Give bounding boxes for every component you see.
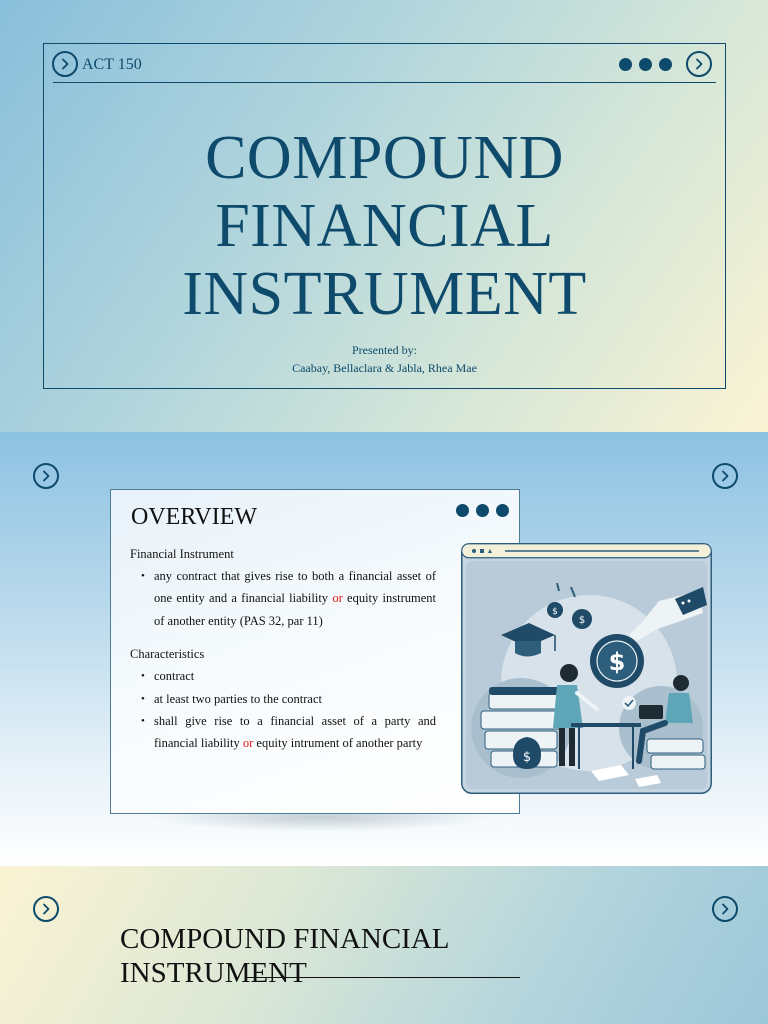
title-frame — [43, 43, 726, 389]
compound-instrument-slide — [0, 866, 768, 1024]
title-line: COMPOUND — [205, 124, 564, 192]
overview-title: OVERVIEW — [131, 504, 258, 530]
chevron-right-icon[interactable] — [712, 896, 738, 922]
title-line: COMPOUND FINANCIAL — [120, 923, 450, 955]
chevron-right-icon[interactable] — [33, 463, 59, 489]
chevron-right-icon[interactable] — [33, 896, 59, 922]
overview-card — [110, 489, 520, 814]
finance-illustration — [461, 543, 712, 794]
presenter-names: Caabay, Bellaclara & Jabla, Rhea Mae — [292, 361, 477, 375]
svg-text:$: $ — [552, 607, 558, 617]
list-item: • shall give rise to a financial asset of a party and financial liability or equity intrument of another party — [130, 710, 436, 755]
svg-text:$: $ — [578, 615, 586, 626]
chevron-right-icon[interactable] — [712, 463, 738, 489]
section-title — [120, 922, 450, 990]
more-dots-icon[interactable] — [456, 504, 509, 517]
overview-slide — [0, 432, 768, 866]
definition-item: • any contract that gives rise to both a financial asset of one entity and a financial liability or equity instrument of another entity (PAS 32, par 11) — [130, 565, 436, 632]
chevron-right-icon[interactable] — [686, 51, 712, 77]
overview-body — [130, 546, 436, 755]
section-heading: Characteristics — [130, 647, 205, 662]
divider — [53, 82, 716, 83]
list-item: • contract — [130, 665, 436, 687]
svg-text:$: $ — [608, 648, 626, 676]
svg-text:$: $ — [522, 750, 532, 765]
title-line: INSTRUMENT — [120, 957, 307, 989]
title-line: FINANCIAL — [215, 192, 554, 260]
list-item: • at least two parties to the contract — [130, 688, 436, 710]
main-title — [44, 124, 725, 328]
presenter-block — [44, 341, 725, 377]
presented-label: Presented by: — [352, 343, 417, 357]
more-dots-icon[interactable] — [619, 58, 672, 71]
title-underline — [246, 977, 520, 978]
section-heading: Financial Instrument — [130, 547, 234, 561]
title-line: INSTRUMENT — [182, 260, 587, 328]
course-code: ACT 150 — [82, 56, 142, 73]
chevron-right-icon[interactable] — [52, 51, 78, 77]
title-slide — [0, 0, 768, 432]
